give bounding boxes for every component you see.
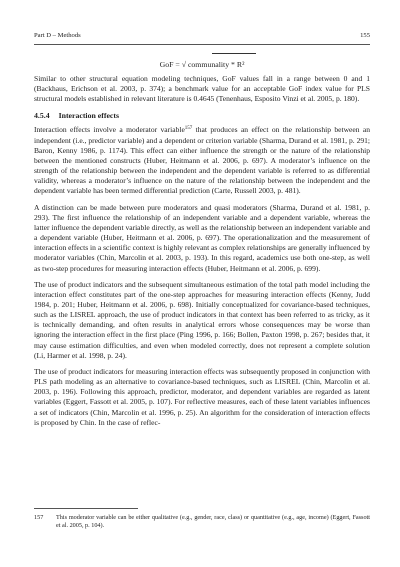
section-heading <box>34 110 370 121</box>
paragraph-pls-approach: The use of product indicators for measuring interaction effects was subsequently proposed in conjunction with PLS path modeling as an alternative to covariance-based techniques, such as LISREL (Chin, Marcolin et al. 2003, p. 196). Following this approach, predictor, moderator, and dependent variables are regarded as latent variables (Eggert, Fassott et al. 2005, p. 107). For reflective measures, each of these latent variables influences a set of indicators (Chin, Marcolin et al. 1996, p. 25). An algorithm for the consideration of interaction effects is proposed by Chin. In the case of reflec- <box>34 366 370 427</box>
footnote-text: This moderator variable can be either qualitative (e.g., gender, race, class) or quantitative (e.g., age, income) (Eggert, Fassott et al. 2005, p. 104). <box>56 514 370 530</box>
footnote-number: 157 <box>34 514 44 521</box>
gof-formula <box>34 58 370 71</box>
running-header <box>34 30 370 45</box>
formula-overbars <box>34 53 370 59</box>
footnote-reference[interactable]: 157 <box>184 126 193 132</box>
gof-formula-text: GoF = √ communality * R² <box>159 60 245 69</box>
footnote <box>34 514 370 531</box>
section-number: 4.5.4 <box>34 111 50 121</box>
running-header-section: Part D – Methods <box>34 32 81 39</box>
paragraph-moderator-types: A distinction can be made between pure moderators and quasi moderators (Sharma, Durand et al. 1981, p. 293). The first influence the relationship of an independent variable and a dependent variable, whereas the latter influence the dependent variable directly, as well as the relationship between an independent variable and a dependent variable (Huber, Heitmann et al. 2006, p. 697). The operationalization and the measurement of interaction effects in a scientific context is highly relevant as complex relationships are generally influenced by moderator variables (Chin, Marcolin et al. 2003, p. 193). In this regard, academics use both one-step, as well as two-step procedures for measuring interaction effects (Huber, Heitmann et al. 2006, p. 699). <box>34 202 370 273</box>
footnote-separator <box>34 508 138 509</box>
section-title: Interaction effects <box>58 111 119 121</box>
paragraph-text-end: that produces an effect on the relationship between an independent (i.e., predictor variable) and a dependent or criterion variable (Sharma, Durand et al. 1981, p. 291; Baron, Kenny 1986, p. 1174). This effect can either influence the strength or the nature of the relationship between the mentioned constructs (Huber, Heitmann et al. 2006, p. 697). A moderator’s influence on the strength of the relationship between the independent and the dependent variable is referred to as differential validity, whereas a moderator’s influence on the nature of the relationship between the independent and the dependent variable has been termed differential prediction (Carte, Russell 2003, p. 481). <box>34 125 370 196</box>
paragraph-gof-range: Similar to other structural equation modeling techniques, GoF values fall in a range between 0 and 1 (Backhaus, Erichson et al. 2003, p. 374); a benchmark value for an acceptable GoF index value for PLS structural models established in relevant literature is 0.4645 (Tenenhaus, Esposito Vinzi et al. 2005, p. 180). <box>34 74 370 104</box>
main-content <box>34 58 370 434</box>
paragraph-text-start: Interaction effects involve a moderator variable <box>34 125 185 135</box>
page-number: 155 <box>360 32 370 39</box>
paragraph-interaction-definition <box>34 125 370 196</box>
paragraph-product-indicators: The use of product indicators and the subsequent simultaneous estimation of the total path model including the interaction effect constitutes part of the one-step approaches for measuring interaction effects (Kenny, Judd 1984, p. 201; Huber, Heitmann et al. 2006, p. 698). Initially conceptualized for covariance-based techniques, such as the LISREL approach, the use of product indicators in that context has been referred to as tricky, as it is technically demanding, and often results in analytical errors whose consequences may be worse than ignoring the interaction effect in the first place (Ping 1996, p. 166; Bollen, Paxton 1998, p. 267; besides that, it may cause estimation difficulties, and even when modeled correctly, does not represent a complete solution (Li, Harmer et al. 1998, p. 24). <box>34 279 370 360</box>
